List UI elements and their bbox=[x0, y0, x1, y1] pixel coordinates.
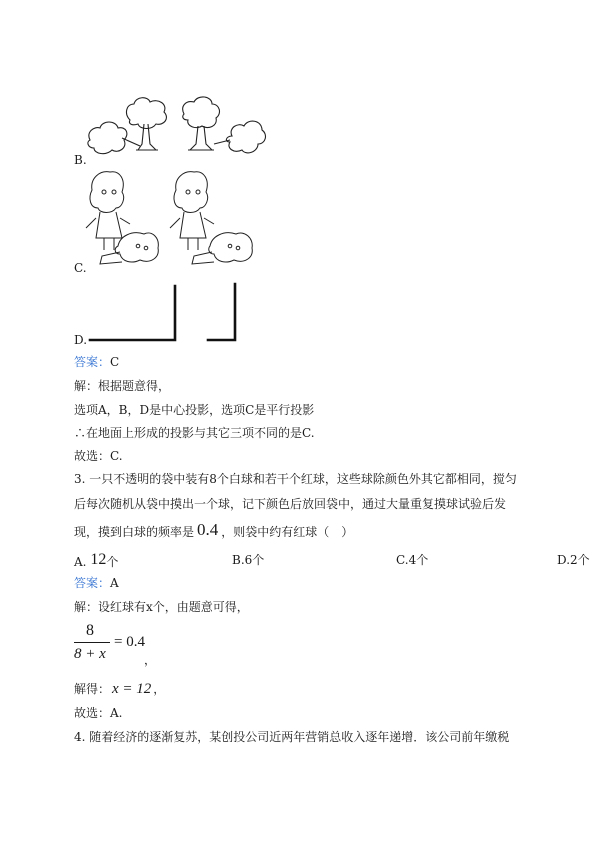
fraction-rhs: = 0.4 bbox=[114, 634, 145, 650]
q3-option-d-label: D. bbox=[557, 553, 571, 567]
q3-solve-line bbox=[74, 681, 165, 697]
q3-solve-comma: ， bbox=[153, 682, 166, 696]
q3-option-a-label: A. bbox=[74, 555, 87, 569]
option-b-trees-illustration bbox=[86, 94, 266, 166]
q3-option-b bbox=[232, 552, 264, 568]
option-b-label: B. bbox=[74, 153, 87, 167]
q3-option-d-text: 2个 bbox=[570, 553, 590, 567]
q3-solve-result: x = 12 bbox=[112, 681, 152, 697]
q2-solution-line-1: 解：根据题意得， bbox=[74, 379, 171, 393]
q3-fraction-equation bbox=[74, 622, 184, 668]
q3-option-c-text: 4个 bbox=[408, 553, 429, 567]
q3-conclusion: 故选：A. bbox=[74, 706, 123, 720]
q3-stem-line-3-end: ，则袋中约有红球（ ） bbox=[221, 525, 354, 539]
q3-answer-value: A bbox=[110, 576, 119, 590]
option-d-poles-illustration bbox=[88, 284, 240, 344]
fraction-numerator: 8 bbox=[86, 622, 94, 639]
q2-answer-label: 答案： bbox=[74, 355, 111, 369]
q3-option-c-label: C. bbox=[396, 553, 409, 567]
q3-option-c bbox=[396, 552, 428, 568]
q3-option-b-label: B. bbox=[232, 553, 245, 567]
q3-option-a-unit: 个 bbox=[106, 555, 119, 569]
q3-solve-label: 解得： bbox=[74, 682, 111, 696]
q3-stem-line-1: 3. 一只不透明的袋中装有8个白球和若干个红球，这些球除颜色外其它都相同，搅匀 bbox=[74, 472, 517, 486]
q3-option-a-value: 12 bbox=[90, 551, 107, 568]
q4-stem-line-1: 4. 随着经济的逐渐复苏，某创投公司近两年营销总收入逐年递增．该公司前年缴税 bbox=[74, 730, 510, 744]
q2-solution-line-3: ∴在地面上形成的投影与其它三项不同的是C. bbox=[74, 426, 315, 440]
q3-answer bbox=[74, 575, 119, 591]
equation-comma: ， bbox=[144, 653, 157, 667]
fraction-bar bbox=[74, 642, 110, 643]
q3-stem-line-3-start: 现，摸到白球的频率是 bbox=[74, 525, 195, 539]
option-d-label: D. bbox=[74, 333, 88, 347]
q2-solution-line-4: 故选：C. bbox=[74, 449, 123, 463]
q3-answer-label: 答案： bbox=[74, 576, 111, 590]
q3-stem-line-2: 后每次随机从袋中摸出一个球，记下颜色后放回袋中，通过大量重复摸球试验后发 bbox=[74, 497, 507, 511]
option-c-label: C. bbox=[74, 261, 87, 275]
option-c-figures-illustration bbox=[82, 168, 262, 272]
fraction-denominator: 8 + x bbox=[74, 646, 106, 662]
q3-option-d bbox=[557, 552, 590, 568]
q2-solution-line-2: 选项A，B，D是中心投影，选项C是平行投影 bbox=[74, 403, 315, 417]
q3-stem-line-3 bbox=[74, 522, 353, 540]
q2-answer bbox=[74, 354, 119, 370]
q3-solution-intro: 解：设红球有x个，由题意可得， bbox=[74, 600, 249, 614]
q2-answer-value: C bbox=[110, 355, 120, 369]
q3-option-b-text: 6个 bbox=[244, 553, 265, 567]
q3-option-a bbox=[74, 552, 118, 570]
q3-frequency-value: 0.4 bbox=[197, 520, 219, 539]
